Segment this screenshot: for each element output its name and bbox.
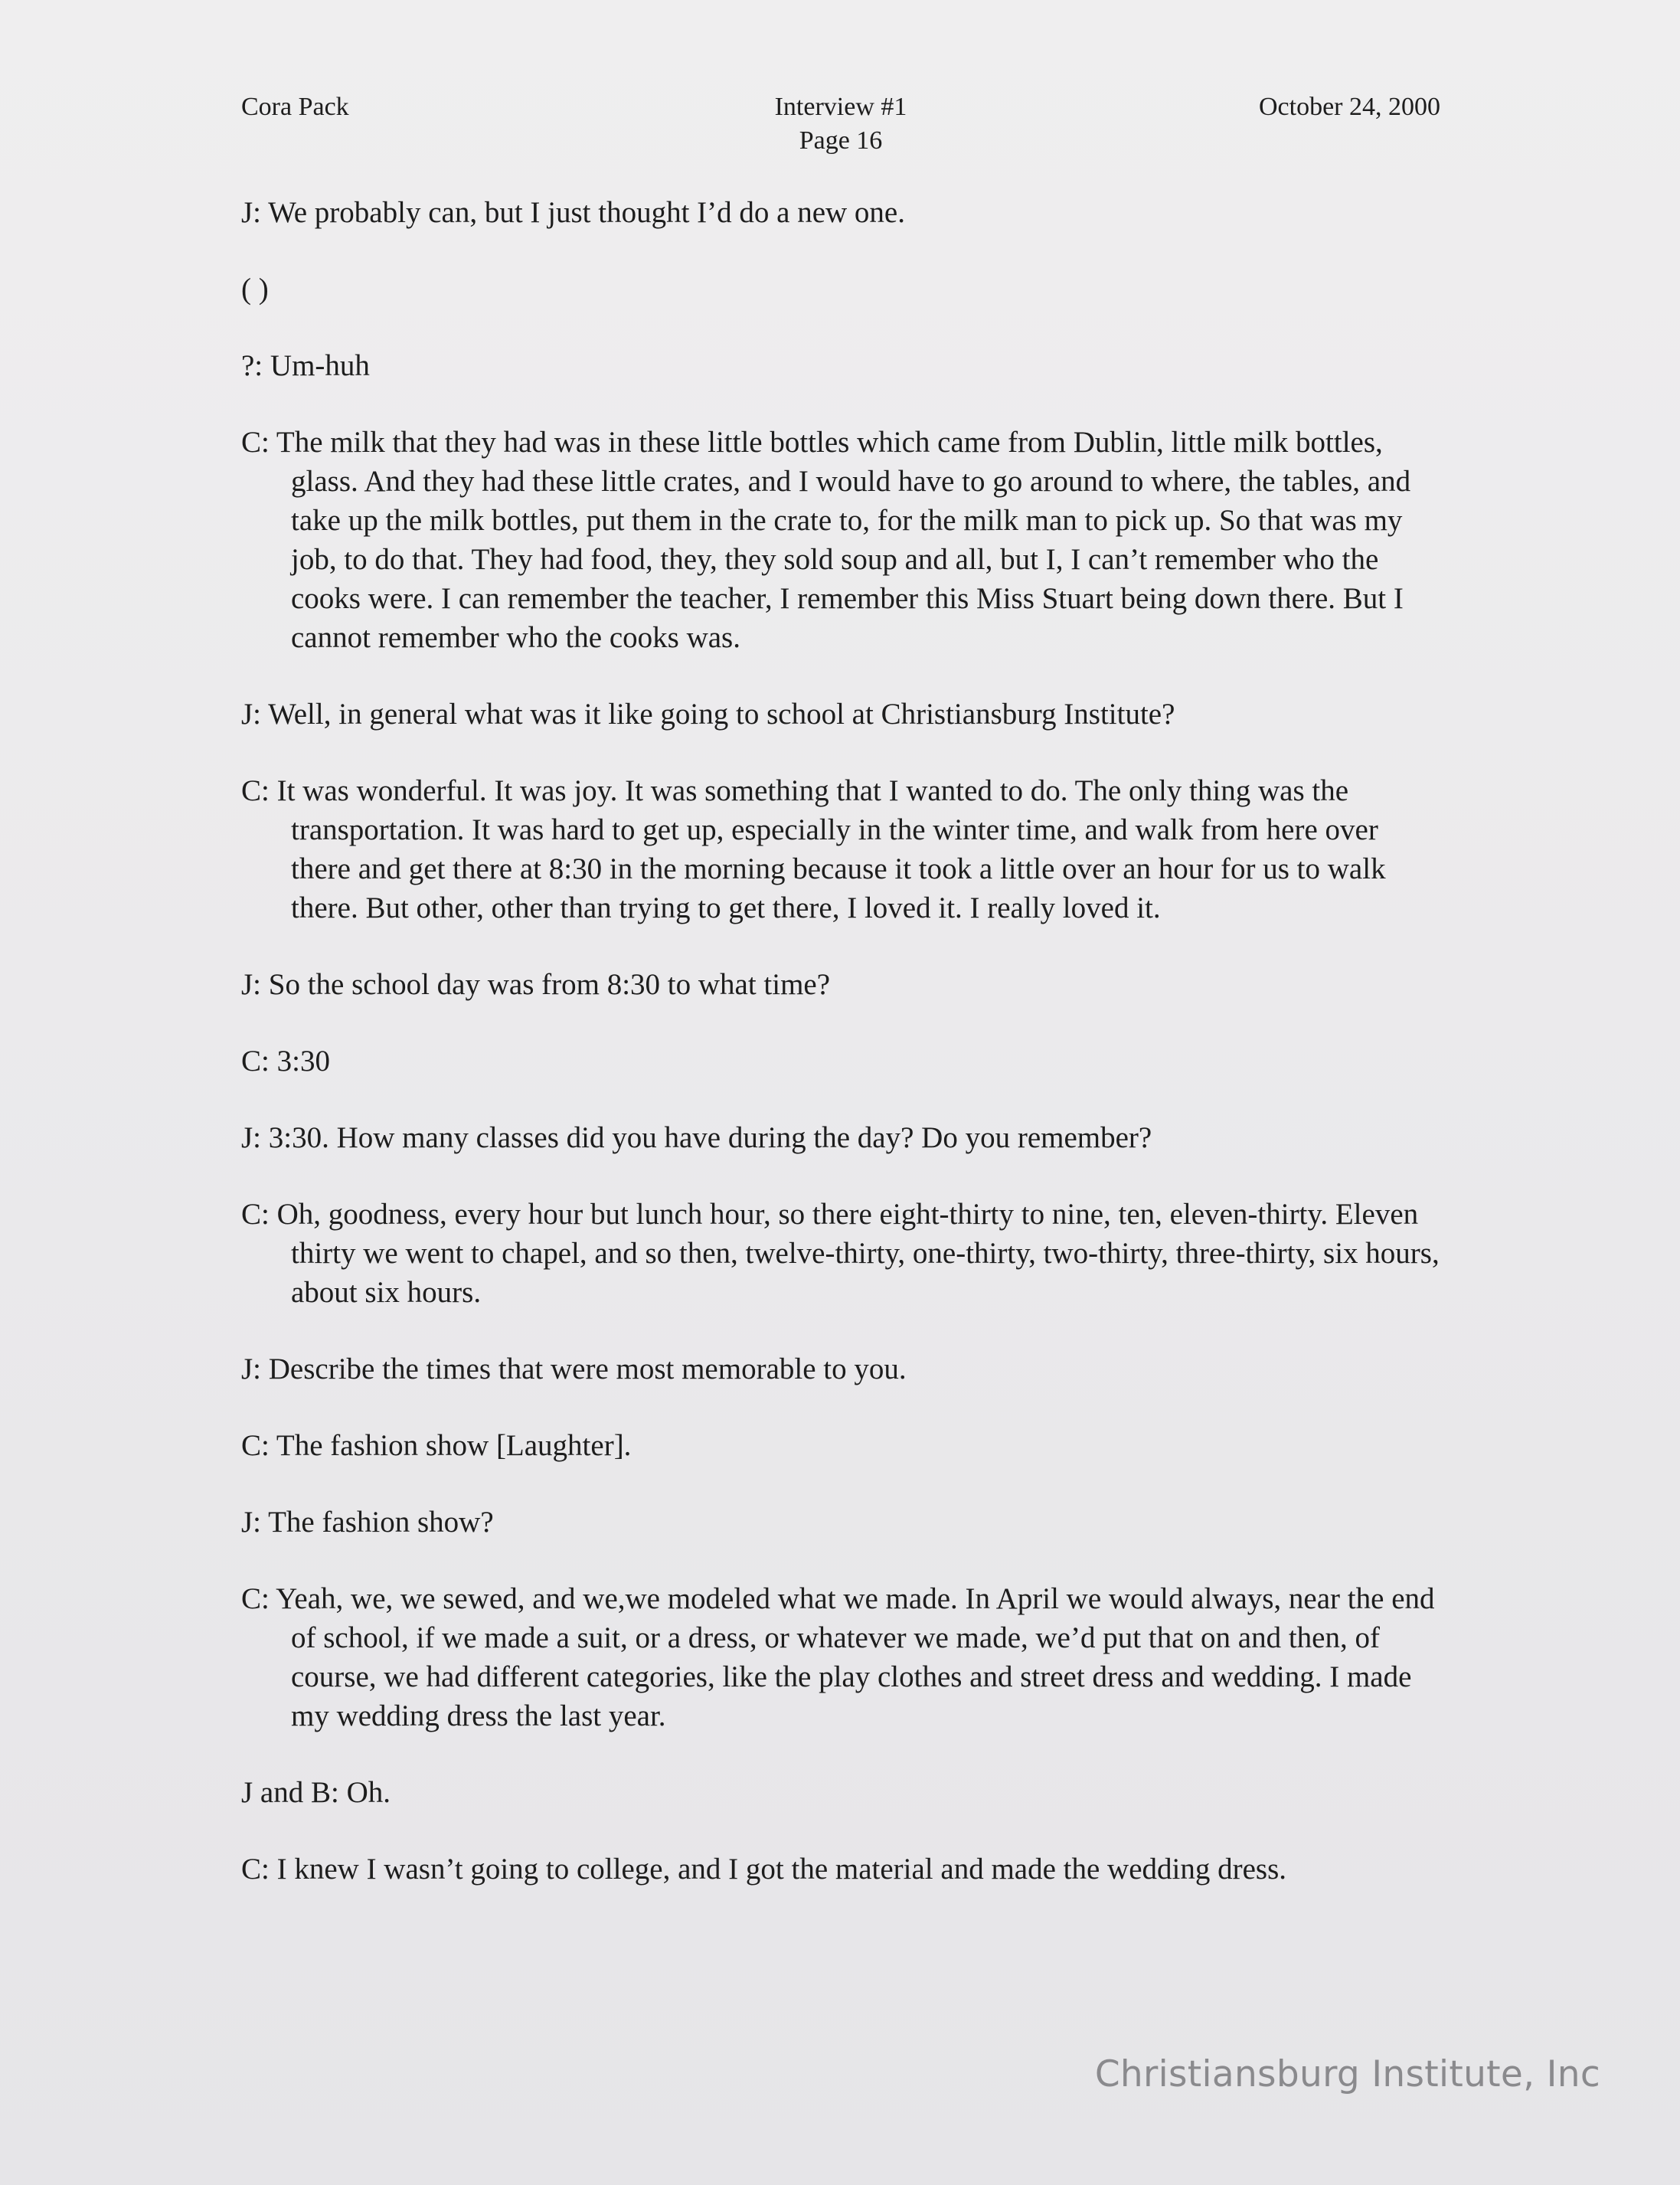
page-number: Page 16	[799, 126, 883, 155]
speaker-label: C:	[241, 774, 270, 807]
transcript-entry	[241, 1118, 1440, 1157]
speaker-label: C:	[241, 1582, 270, 1615]
transcript-entry	[241, 423, 1440, 657]
utterance-text: 3:30	[276, 1045, 330, 1078]
speaker-label: C:	[241, 1853, 270, 1886]
utterance-text: I knew I wasn’t going to college, and I got the material and made the wedding dress.	[276, 1853, 1287, 1886]
speaker-label: J:	[241, 698, 262, 731]
speaker-label: J:	[241, 196, 262, 229]
utterance-text: Oh, goodness, every hour but lunch hour, so there eight-thirty to nine, ten, eleven-thirty. Eleven thirty we went to chapel, and so then, twelve-thirty, one-thirty, two-thirty, three-thirty, six hours, about six hours.	[276, 1198, 1440, 1309]
speaker-label: (	[241, 273, 251, 306]
speaker-label: ?:	[241, 349, 263, 382]
utterance-text: So the school day was from 8:30 to what time?	[268, 968, 831, 1001]
utterance-text: )	[258, 273, 269, 306]
speaker-label: C:	[241, 1429, 270, 1462]
interviewee-name: Cora Pack	[241, 93, 349, 121]
transcript-body	[241, 193, 1440, 1926]
utterance-text: The milk that they had was in these little bottles which came from Dublin, little milk bottles, glass. And they had these little crates, and I would have to go around to where, the tables, and take up the milk bottles, put them in the crate to, for the milk man to pick up. So that was my job, to do that. They had food, they, they sold soup and all, but I, I can’t remember who the cooks were. I can remember the teacher, I remember this Miss Stuart being down there. But I cannot remember who the cooks was.	[276, 426, 1411, 654]
utterance-text: The fashion show?	[268, 1506, 494, 1539]
speaker-label: J:	[241, 1506, 262, 1539]
transcript-entry	[241, 1195, 1440, 1312]
transcript-entry	[241, 1850, 1440, 1889]
transcript-entry	[241, 771, 1440, 927]
speaker-label: J and B:	[241, 1776, 339, 1809]
transcript-entry	[241, 1579, 1440, 1735]
transcript-entry	[241, 193, 1440, 232]
transcript-entry	[241, 270, 1440, 309]
utterance-text: Oh.	[346, 1776, 391, 1809]
utterance-text: Describe the times that were most memorable to you.	[268, 1353, 907, 1385]
speaker-label: C:	[241, 1045, 270, 1078]
utterance-text: 3:30. How many classes did you have during the day? Do you remember?	[268, 1121, 1152, 1154]
page-header	[241, 90, 1440, 159]
utterance-text: Yeah, we, we sewed, and we,we modeled what we made. In April we would always, near the end of school, if we made a suit, or a dress, or whatever we made, we’d put that on and then, of course, we had different categories, like the play clothes and street dress and wedding. I made my wedding dress the last year.	[276, 1582, 1435, 1732]
speaker-label: C:	[241, 426, 270, 459]
speaker-label: J:	[241, 1353, 262, 1385]
transcript-entry	[241, 1349, 1440, 1389]
transcript-entry	[241, 346, 1440, 385]
speaker-label: J:	[241, 1121, 262, 1154]
speaker-label: J:	[241, 968, 262, 1001]
transcript-entry	[241, 1773, 1440, 1812]
transcript-entry	[241, 695, 1440, 734]
speaker-label: C:	[241, 1198, 270, 1231]
utterance-text: Um-huh	[270, 349, 370, 382]
watermark: Christiansburg Institute, Inc	[1094, 2053, 1600, 2095]
transcript-entry	[241, 1503, 1440, 1542]
transcript-entry	[241, 1042, 1440, 1081]
interview-number: Interview #1	[774, 93, 907, 121]
utterance-text: It was wonderful. It was joy. It was something that I wanted to do. The only thing was the transportation. It was hard to get up, especially in the winter time, and walk from here over there and get there at 8:30 in the morning because it took a little over an hour for us to walk there. But other, other than trying to get there, I loved it. I really loved it.	[276, 774, 1386, 924]
transcript-entry	[241, 1426, 1440, 1465]
utterance-text: The fashion show [Laughter].	[276, 1429, 632, 1462]
utterance-text: Well, in general what was it like going to school at Christiansburg Institute?	[268, 698, 1175, 731]
utterance-text: We probably can, but I just thought I’d do a new one.	[268, 196, 905, 229]
interview-date: October 24, 2000	[1258, 93, 1440, 121]
transcript-entry	[241, 965, 1440, 1004]
